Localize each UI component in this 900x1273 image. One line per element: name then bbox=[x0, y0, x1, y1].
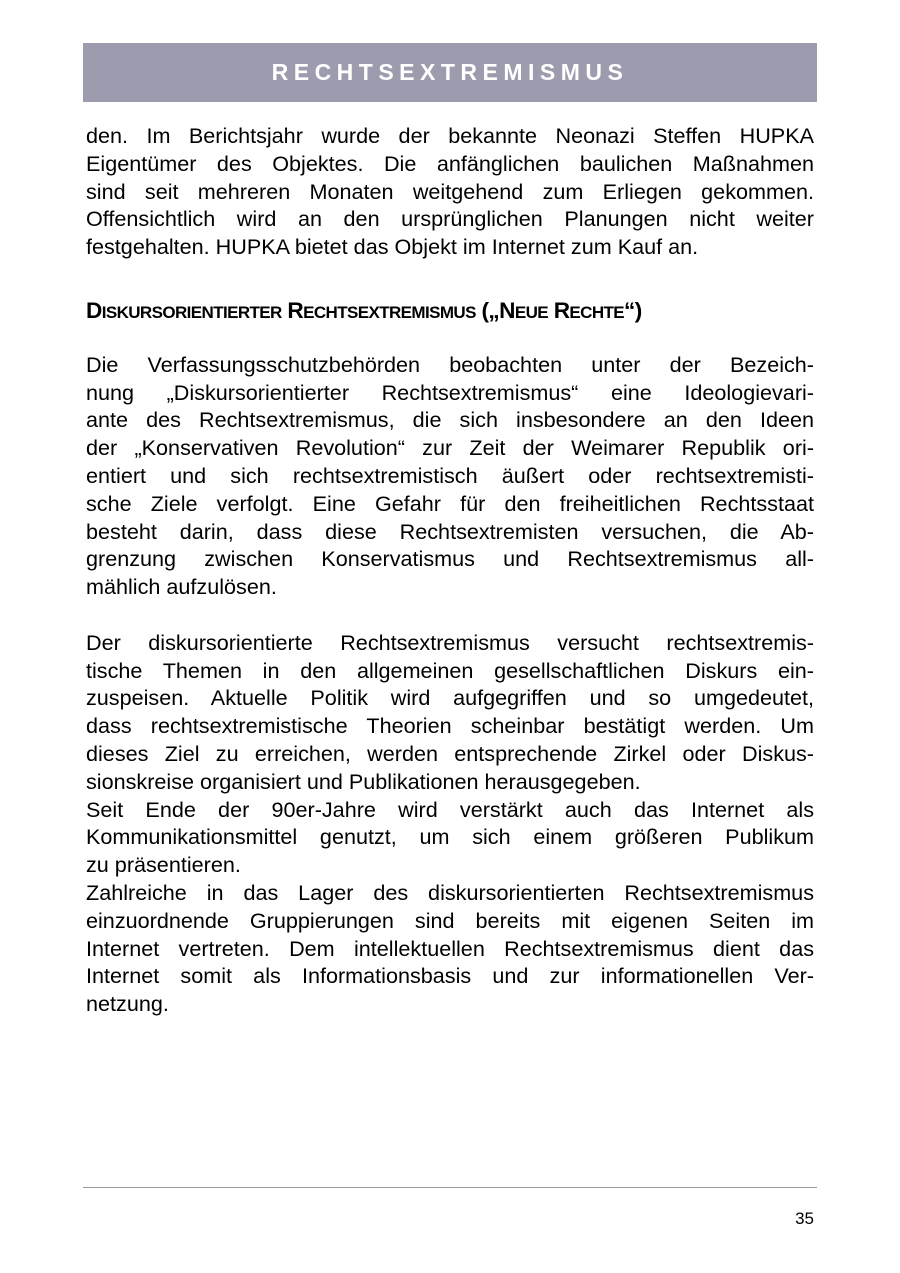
text-line: Seit Ende der 90er-Jahre wird verstärkt auch das Internet als bbox=[86, 796, 814, 822]
heading-small-caps: ECHTSEXTREMISMUS bbox=[303, 302, 476, 322]
text-line: netzung. bbox=[86, 991, 169, 1017]
heading-cap: N bbox=[499, 297, 515, 323]
paragraph-internet bbox=[86, 796, 814, 879]
heading-punct: („ bbox=[475, 297, 500, 323]
footer-divider bbox=[83, 1187, 817, 1188]
heading-small-caps: EUE bbox=[514, 302, 549, 322]
text-line: Offensichtlich wird an den ursprünglichen Planungen nicht weiter bbox=[86, 206, 814, 232]
text-line: Zahlreiche in das Lager des diskursorientierten Rechtsextremismus bbox=[86, 879, 814, 905]
paragraph-spacer bbox=[86, 601, 814, 629]
text-line: zuspeisen. Aktuelle Politik wird aufgegriffen und so umgedeutet, bbox=[86, 685, 814, 711]
text-line: ante des Rechtsextremismus, die sich insbesondere an den Ideen bbox=[86, 407, 814, 433]
paragraph-groups bbox=[86, 879, 814, 1018]
text-line: tische Themen in den allgemeinen gesellschaftlichen Diskurs ein- bbox=[86, 657, 814, 683]
running-header-title: RECHTSEXTREMISMUS bbox=[271, 59, 629, 85]
running-header bbox=[83, 43, 817, 102]
text-line: Kommunikationsmittel genutzt, um sich einem größeren Publikum bbox=[86, 824, 814, 850]
text-line: Die Verfassungsschutzbehörden beobachten unter der Bezeich- bbox=[86, 351, 814, 377]
heading-punct: “) bbox=[624, 297, 642, 323]
paragraph-strategy bbox=[86, 629, 814, 796]
text-line: Eigentümer des Objektes. Die anfänglichen baulichen Maßnahmen bbox=[86, 150, 814, 176]
text-line: sche Ziele verfolgt. Eine Gefahr für den freiheitlichen Rechtsstaat bbox=[86, 490, 814, 516]
text-line: nung „Diskursorientierter Rechtsextremismus“ eine Ideologievari- bbox=[86, 379, 814, 405]
text-line: festgehalten. HUPKA bietet das Objekt im Internet zum Kauf an. bbox=[86, 234, 699, 260]
heading-cap: R bbox=[287, 297, 304, 323]
heading-small-caps: ISKURSORIENTIERTER bbox=[101, 302, 282, 322]
text-line: sind seit mehreren Monaten weitgehend zum Erliegen gekommen. bbox=[86, 178, 814, 204]
page-body bbox=[86, 122, 814, 1018]
section-heading bbox=[86, 297, 814, 325]
text-line: zu präsentieren. bbox=[86, 852, 241, 878]
paragraph-spacer bbox=[86, 261, 814, 289]
text-line: besteht darin, dass diese Rechtsextremisten versuchen, die Ab- bbox=[86, 518, 814, 544]
paragraph-intro bbox=[86, 122, 814, 261]
text-line: mählich aufzulösen. bbox=[86, 574, 277, 600]
page-number: 35 bbox=[795, 1209, 814, 1228]
text-line: dieses Ziel zu erreichen, werden entsprechende Zirkel oder Diskus- bbox=[86, 740, 814, 766]
text-line: dass rechtsextremistische Theorien scheinbar bestätigt werden. Um bbox=[86, 713, 814, 739]
text-line: grenzung zwischen Konservatismus und Rechtsextremismus all- bbox=[86, 546, 814, 572]
heading-small-caps: ECHTE bbox=[569, 302, 625, 322]
text-line: Internet vertreten. Dem intellektuellen Rechtsextremismus dient das bbox=[86, 935, 814, 961]
paragraph-definition bbox=[86, 351, 814, 601]
text-line: der „Konservativen Revolution“ zur Zeit der Weimarer Republik ori- bbox=[86, 435, 814, 461]
text-line: entiert und sich rechtsextremistisch äußert oder rechtsextremisti- bbox=[86, 462, 814, 488]
text-line: einzuordnende Gruppierungen sind bereits mit eigenen Seiten im bbox=[86, 907, 814, 933]
text-line: Der diskursorientierte Rechtsextremismus versucht rechtsextremis- bbox=[86, 629, 814, 655]
text-line: den. Im Berichtsjahr wurde der bekannte Neonazi Steffen HUPKA bbox=[86, 123, 814, 148]
text-line: sionskreise organisiert und Publikationen herausgegeben. bbox=[86, 768, 641, 794]
heading-cap: D bbox=[86, 297, 102, 323]
heading-cap: R bbox=[553, 297, 570, 323]
text-line: Internet somit als Informationsbasis und zur informationellen Ver- bbox=[86, 963, 814, 989]
